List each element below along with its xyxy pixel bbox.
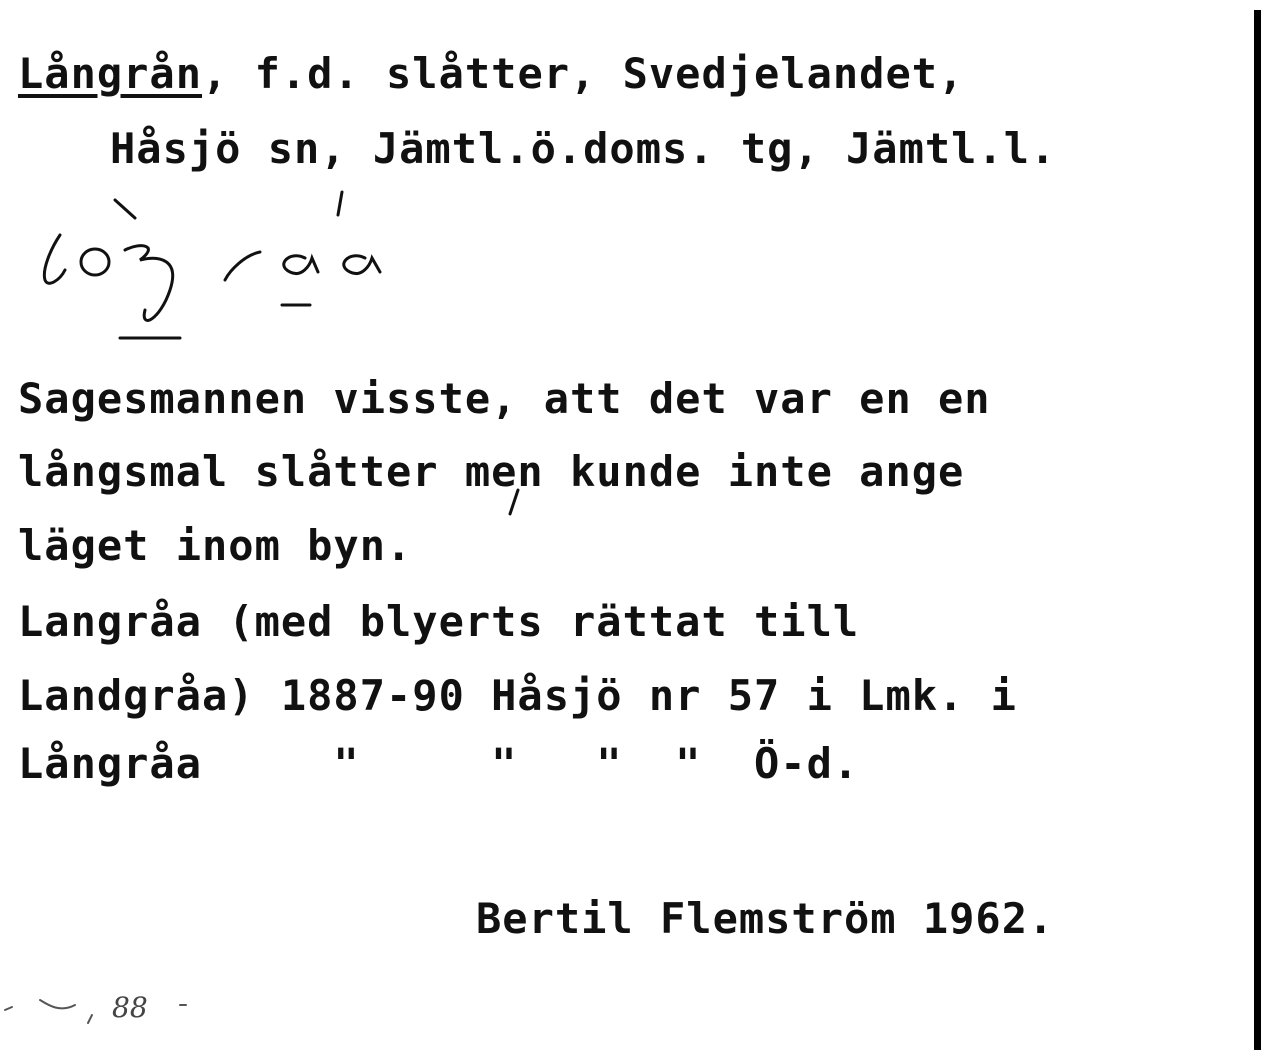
margin-pencil-note	[0, 985, 210, 1030]
handwritten-comma-mark	[504, 488, 522, 518]
phonetic-text: lòŋrá̱a̱	[20, 165, 78, 184]
headword: Långrån	[18, 49, 203, 98]
card-edge-line	[1254, 10, 1261, 1050]
entry-header-line-1	[18, 50, 964, 98]
body-line-2: långsmal slåtter men kunde inte ange	[18, 447, 965, 496]
signature: Bertil Flemström 1962.	[476, 894, 1055, 943]
body-line-6: Långråa " " " " Ö-d.	[18, 739, 860, 788]
body-line-4: Langråa (med blyerts rättat till	[18, 597, 860, 646]
body-line-1: Sagesmannen visste, att det var en en	[18, 374, 991, 423]
body-line-3: läget inom byn.	[18, 521, 413, 570]
body-line-5: Landgråa) 1887-90 Håsjö nr 57 i Lmk. i	[18, 671, 1017, 720]
handwritten-phonetic-transcription	[20, 165, 440, 350]
margin-note-text: 88	[112, 991, 148, 1024]
header-line-1-rest: , f.d. slåtter, Svedjelandet,	[202, 49, 965, 98]
entry-header-line-2: Håsjö sn, Jämtl.ö.doms. tg, Jämtl.l.	[110, 124, 1057, 173]
